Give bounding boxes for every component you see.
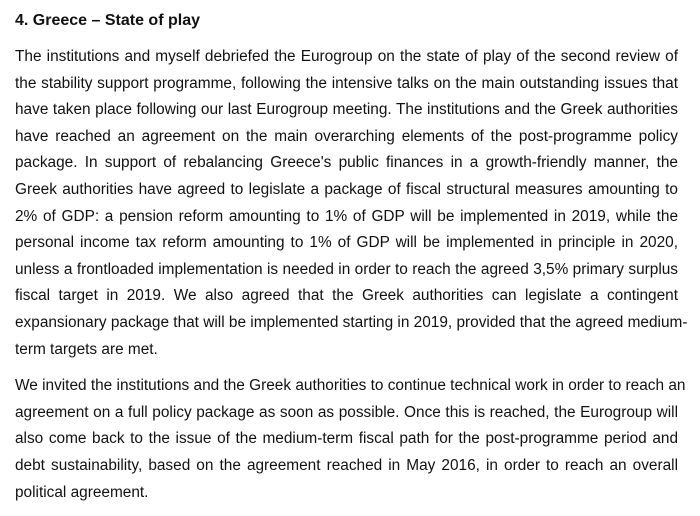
section-number: 4. <box>15 12 29 29</box>
paragraph-1 <box>15 44 688 363</box>
paragraph-line: Greek authorities have agreed to legislate a package of fiscal structural measures amounting to <box>15 180 678 198</box>
paragraph-line: have taken place following our last Eurogroup meeting. The institutions and the Greek authorities <box>15 101 678 119</box>
section-title: Greece – State of play <box>32 12 200 29</box>
paragraph-line: have reached an agreement on the main overarching elements of the post-programme policy <box>15 127 678 145</box>
section-heading <box>15 10 678 32</box>
paragraph-line: fiscal target in 2019. We also agreed that the Greek authorities can legislate a contingent <box>15 287 678 305</box>
paragraph-line: The institutions and myself debriefed the Eurogroup on the state of play of the second review of <box>15 48 678 65</box>
paragraph-2 <box>15 373 686 506</box>
document-page <box>15 10 688 516</box>
paragraph-line: unless a frontloaded implementation is needed in order to reach the agreed 3,5% primary surplus <box>15 260 678 278</box>
paragraph-line: package. In support of rebalancing Greece's public finances in a growth-friendly manner, the <box>15 154 678 172</box>
paragraph-line: debt sustainability, based on the agreement reached in May 2016, in order to reach an overall <box>15 456 678 474</box>
paragraph-line: term targets are met. <box>15 340 158 358</box>
paragraph-line: agreement on a full policy package as soon as possible. Once this is reached, the Eurogroup will <box>15 403 678 421</box>
paragraph-line: also come back to the issue of the medium-term fiscal path for the post-programme period and <box>15 430 678 448</box>
paragraph-line: the stability support programme, following the intensive talks on the main outstanding issues that <box>15 74 678 92</box>
paragraph-line: personal income tax reform amounting to 1% of GDP will be implemented in principle in 2020, <box>15 234 678 252</box>
paragraph-line: expansionary package that will be implemented starting in 2019, provided that the agreed medium- <box>15 313 688 331</box>
paragraph-line: political agreement. <box>15 483 149 501</box>
paragraph-line: 2% of GDP: a pension reform amounting to 1% of GDP will be implemented in 2019, while the <box>15 207 678 225</box>
paragraph-line: We invited the institutions and the Greek authorities to continue technical work in order to reach an <box>15 377 686 395</box>
